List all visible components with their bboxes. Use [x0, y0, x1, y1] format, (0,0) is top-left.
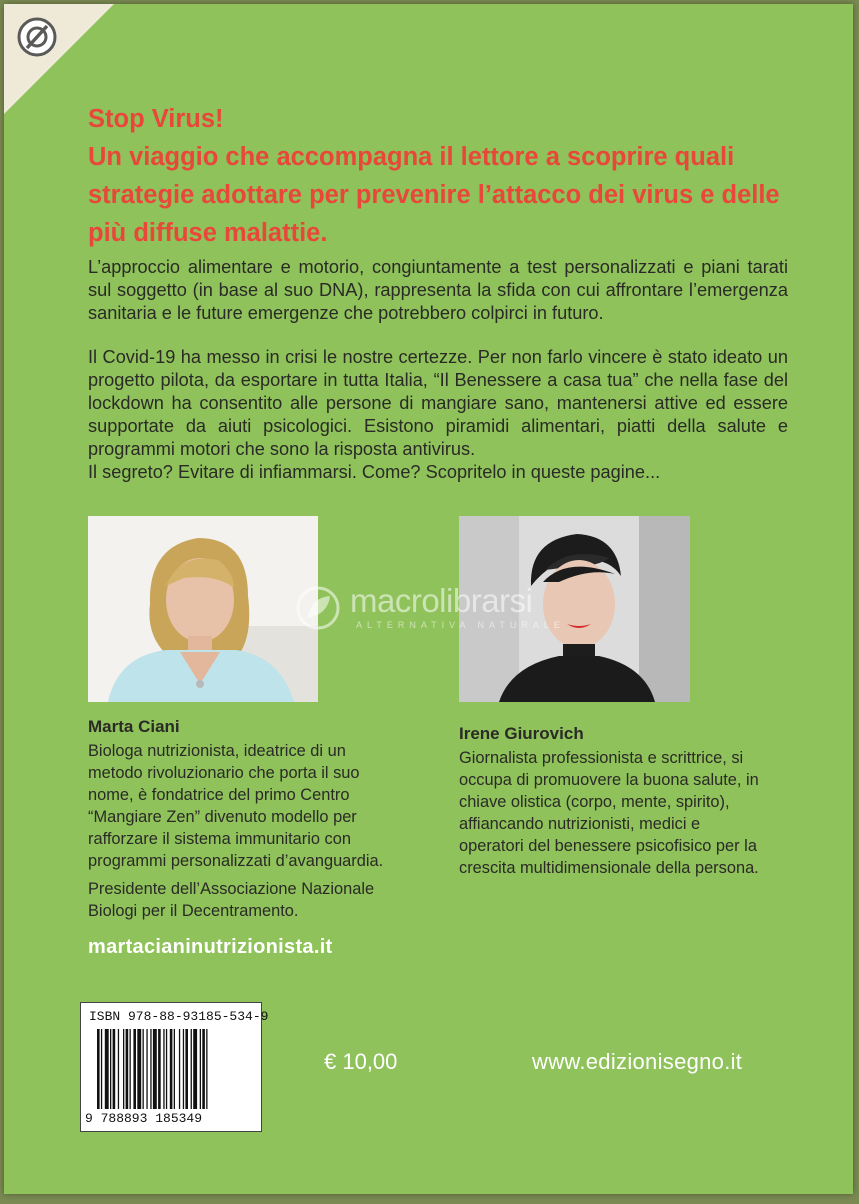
barcode-bar — [170, 1029, 173, 1109]
intro-paragraph-1: L’approccio alimentare e motorio, congiuntamente a test personalizzati e piani tarati sul soggetto (in base al suo DNA), rappresenta la sfida con cui affrontare l’emergenza sanitaria e le future emergenze che potrebbero colpirci in futuro. — [88, 257, 788, 323]
barcode-bar — [101, 1029, 102, 1109]
intro-paragraph-2-closing: Il segreto? Evitare di infiammarsi. Come? Scopritelo in queste pagine... — [88, 462, 661, 482]
headline-line: strategie adottare per prevenire l’attacco dei virus e delle — [88, 181, 780, 209]
author-photo-marta-ciani — [88, 516, 318, 702]
author-block-irene-giurovich — [459, 723, 759, 879]
macrolibrarsi-watermark — [294, 580, 614, 640]
barcode-number: 9 788893 185349 — [85, 1111, 203, 1126]
barcode-bar — [158, 1029, 161, 1109]
isbn-label: ISBN 978-88-93185-534-9 — [89, 1009, 269, 1024]
barcode-bar — [200, 1029, 201, 1109]
barcode-bar — [113, 1029, 116, 1109]
barcode-bar — [202, 1029, 205, 1109]
barcode-bar — [179, 1029, 180, 1109]
barcode-bar — [183, 1029, 184, 1109]
isbn-barcode — [80, 1002, 269, 1132]
barcode-bar — [130, 1029, 131, 1109]
book-back-cover — [4, 4, 853, 1194]
barcode-bar — [174, 1029, 175, 1109]
leaf-circle-icon — [294, 584, 342, 632]
portrait-illustration — [88, 516, 318, 702]
barcode-bar — [97, 1029, 100, 1109]
watermark-tagline: ALTERNATIVA NATURALE — [356, 620, 565, 630]
barcode-bar — [133, 1029, 136, 1109]
barcode-bar — [153, 1029, 157, 1109]
barcode-bar — [146, 1029, 147, 1109]
headline — [88, 100, 808, 252]
barcode-bar — [166, 1029, 167, 1109]
author-block-marta-ciani — [88, 716, 388, 922]
barcode-bar — [143, 1029, 144, 1109]
barcode-bar — [185, 1029, 188, 1109]
barcode-bar — [163, 1029, 164, 1109]
author-name: Irene Giurovich — [459, 724, 584, 743]
barcode-bar — [105, 1029, 109, 1109]
barcode-bar — [137, 1029, 141, 1109]
author-website: martacianinutrizionista.it — [88, 936, 333, 958]
barcode-bar — [150, 1029, 151, 1109]
barcode-bar — [123, 1029, 124, 1109]
barcode-bar — [126, 1029, 129, 1109]
barcode-bar — [193, 1029, 197, 1109]
price: € 10,00 — [324, 1049, 398, 1074]
barcode-bar — [118, 1029, 119, 1109]
author-name: Marta Ciani — [88, 717, 180, 736]
headline-title: Stop Virus! — [88, 105, 224, 133]
intro-paragraph-2 — [88, 346, 788, 484]
author-bio: Biologa nutrizionista, ideatrice di un metodo rivoluzionario che porta il suo nome, è fondatrice del primo Centro “Mangiare Zen” divenuto modello per rafforzare il sistema immunitario con programmi personalizzati d’avanguardia. — [88, 742, 384, 870]
headline-line: più diffuse malattie. — [88, 219, 328, 247]
intro-paragraph-2-body: Il Covid-19 ha messo in crisi le nostre certezze. Per non farlo vincere è stato ideato un progetto pilota, da esportare in tutta Italia, “Il Benessere a casa tua” che nella fase del lockdown ha consentito alle persone di mangiare sano, mantenersi attive ed essere supportate da aiuti psicologici. Esistono piramidi alimentari, piatti della salute e programmi motori che sono la risposta antivirus. — [88, 347, 788, 459]
barcode-bar — [191, 1029, 192, 1109]
author-extra: Presidente dell’Associazione Nazionale Biologi per il Decentramento. — [88, 880, 375, 920]
headline-line: Un viaggio che accompagna il lettore a scoprire quali — [88, 143, 735, 171]
barcode-bar — [206, 1029, 207, 1109]
author-bio: Giornalista professionista e scrittrice, si occupa di promuovere la buona salute, in chiave olistica (corpo, mente, spirito), affiancando nutrizionisti, medici e operatori del benessere psicofisico per la crescita multidimensionale della persona. — [459, 749, 759, 877]
publisher-logo-icon — [17, 17, 57, 57]
barcode-bars — [97, 1029, 257, 1109]
barcode-bar — [110, 1029, 111, 1109]
publisher-website: www.edizionisegno.it — [532, 1049, 743, 1074]
watermark-brand: macrolibrarsi — [350, 582, 533, 619]
